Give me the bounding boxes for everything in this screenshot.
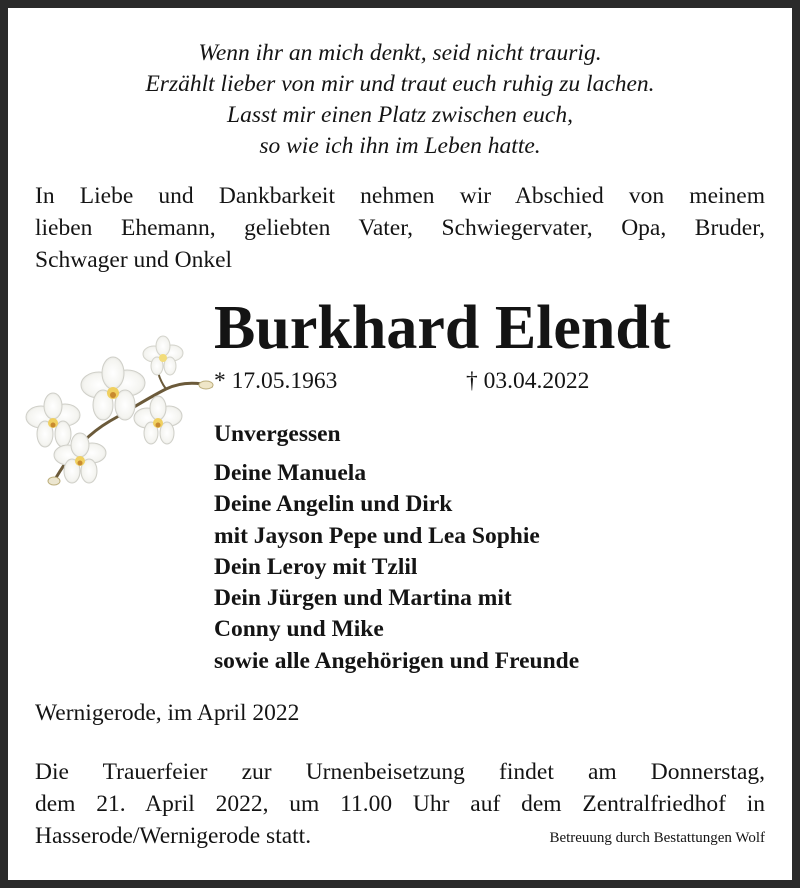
intro-line: Schwager und Onkel xyxy=(35,247,233,273)
intro-text xyxy=(35,180,765,276)
mourner-line: Conny und Mike xyxy=(214,616,384,643)
mourner-line: sowie alle Angehörigen und Freunde xyxy=(214,647,580,674)
mourner-line: Dein Leroy mit Tzlil xyxy=(214,553,418,580)
funeral-line: Die Trauerfeier zur Urnenbeisetzung findet am Donnerstag, xyxy=(35,759,765,785)
poem-line: Lasst mir einen Platz zwischen euch, xyxy=(227,102,573,128)
poem-line: Erzählt lieber von mir und traut euch ruhig zu lachen. xyxy=(145,71,655,97)
death-date: † 03.04.2022 xyxy=(466,368,590,394)
intro-line: lieben Ehemann, geliebten Vater, Schwiegervater, Opa, Bruder, xyxy=(35,215,765,241)
poem xyxy=(8,38,792,162)
orchid-icon xyxy=(18,323,218,498)
poem-line: so wie ich ihn im Leben hatte. xyxy=(259,133,541,159)
mourner-line: Deine Manuela xyxy=(214,460,367,486)
deceased-name: Burkhard Elendt xyxy=(214,294,671,362)
mourners-list xyxy=(214,458,579,677)
unvergessen-label: Unvergessen xyxy=(214,421,341,447)
obituary-card xyxy=(8,8,792,880)
poem-line: Wenn ihr an mich denkt, seid nicht traurig. xyxy=(198,40,602,66)
mourner-line: Deine Angelin und Dirk xyxy=(214,491,453,518)
funeral-line: dem 21. April 2022, um 11.00 Uhr auf dem Zentralfriedhof in xyxy=(35,791,765,817)
place-date: Wernigerode, im April 2022 xyxy=(35,700,300,726)
undertaker-credit: Betreuung durch Bestattungen Wolf xyxy=(549,830,765,846)
mourner-line: mit Jayson Pepe und Lea Sophie xyxy=(214,522,540,549)
birth-date: * 17.05.1963 xyxy=(214,368,338,394)
mourner-line: Dein Jürgen und Martina mit xyxy=(214,585,512,612)
funeral-line: Hasserode/Wernigerode statt. xyxy=(35,823,312,849)
intro-line: In Liebe und Dankbarkeit nehmen wir Abschied von meinem xyxy=(35,183,765,209)
